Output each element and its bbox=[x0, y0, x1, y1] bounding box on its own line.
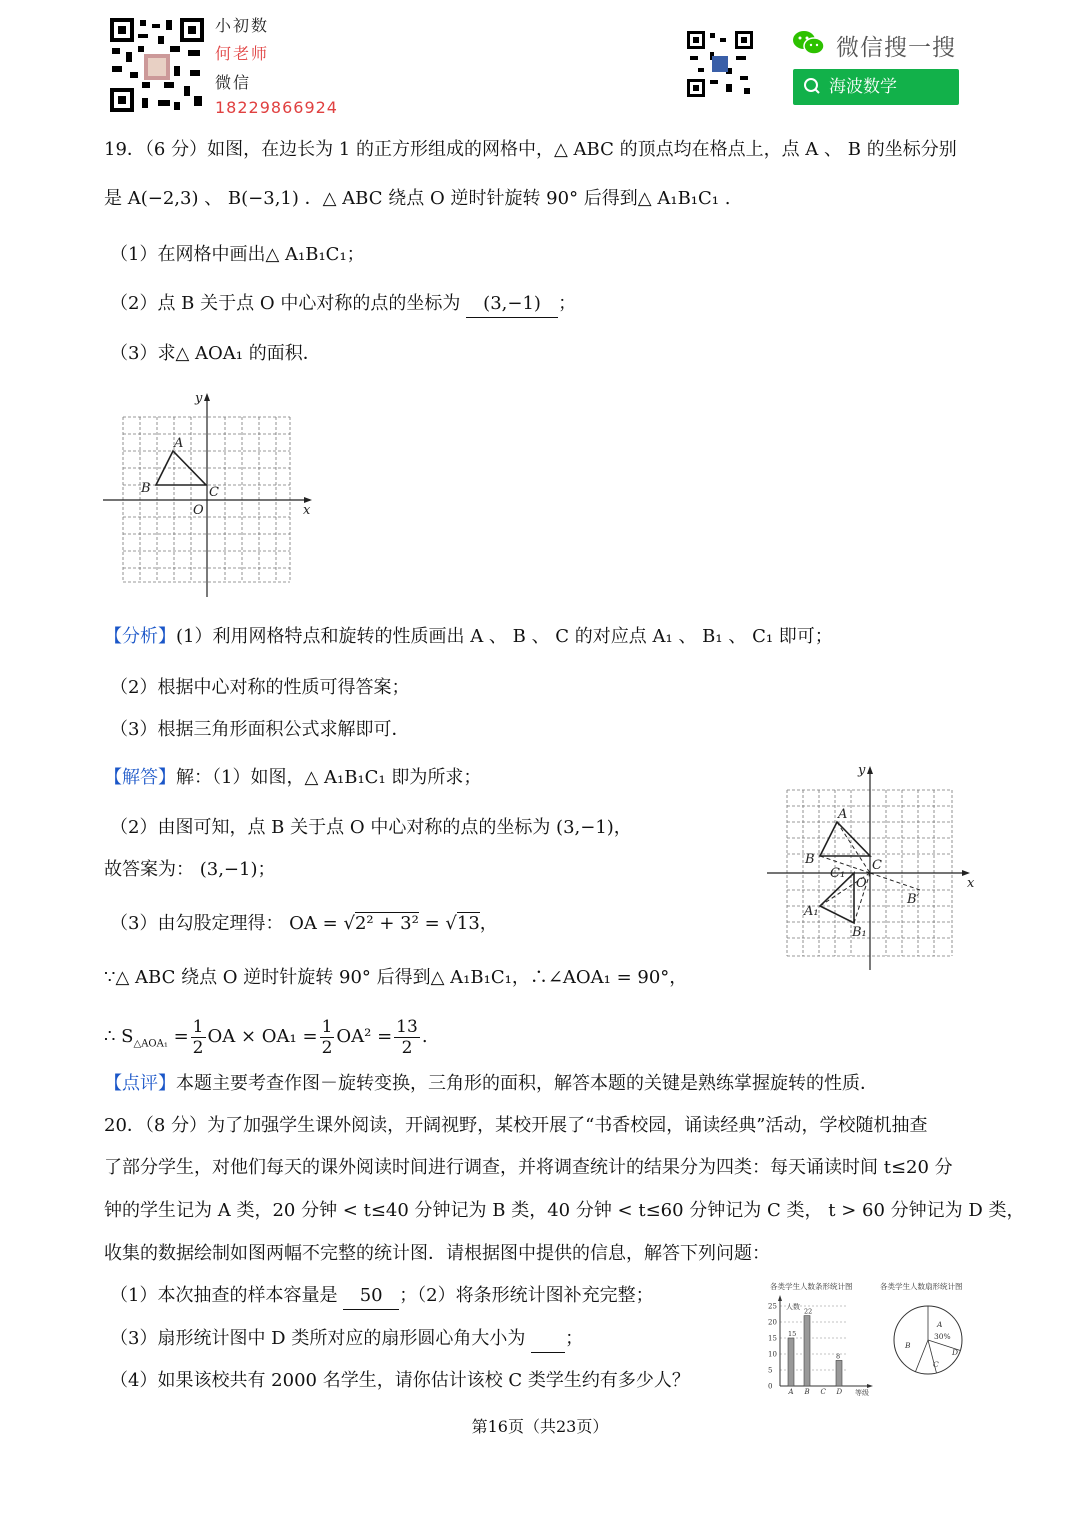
q20-part-1 bbox=[110, 1283, 654, 1310]
bar-y-tick-label: 20 bbox=[768, 1318, 777, 1327]
bar-D bbox=[836, 1360, 842, 1386]
solution-line-1 bbox=[104, 765, 481, 791]
page-footer: 第16页（共23页） bbox=[471, 1417, 609, 1436]
bar-x-tick-label: A bbox=[788, 1388, 794, 1396]
label-b1: B₁ bbox=[852, 925, 867, 940]
wechat-logo-icon bbox=[792, 28, 826, 62]
solution-line-4-end: ， bbox=[479, 913, 498, 934]
comment-line bbox=[104, 1071, 878, 1097]
label-y: y bbox=[858, 763, 866, 778]
q20-part-3 bbox=[110, 1326, 583, 1353]
bar-A bbox=[788, 1338, 794, 1386]
label-y: y bbox=[195, 391, 203, 406]
q20-line-3: 钟的学生记为 A 类，20 分钟 < t≤40 分钟记为 B 类，40 分钟 < t≤60 分钟记为 C 类， t > 60 分钟记为 D 类， bbox=[104, 1200, 1025, 1221]
analysis-line-1 bbox=[104, 624, 833, 650]
analysis-line-3: （3）根据三角形面积公式求解即可． bbox=[110, 719, 410, 740]
solution-line-4-mid: = bbox=[424, 913, 440, 934]
q19-part-2 bbox=[110, 291, 576, 318]
label-b-prime: B′ bbox=[907, 892, 920, 907]
bar-y-tick-label: 5 bbox=[768, 1366, 773, 1375]
q19-part-2-answer-blank: (3,−1) bbox=[466, 291, 558, 318]
wechat-search-title: 微信搜一搜 bbox=[836, 35, 956, 61]
label-b: B bbox=[141, 481, 151, 496]
analysis-tag: 【分析】 bbox=[104, 626, 176, 647]
qr-code-icon bbox=[108, 16, 206, 114]
analysis-text-1: (1）利用网格特点和旋转的性质画出 A 、 B 、 C 的对应点 A₁ 、 B₁ 、 C₁ 即可； bbox=[176, 626, 833, 647]
bar-chart-title: 各类学生人数条形统计图 bbox=[770, 1282, 853, 1291]
q20-part-3-text: （3）扇形统计图中 D 类所对应的扇形圆心角大小为 bbox=[110, 1328, 526, 1349]
sqrt-arg-1: 2² + 3² bbox=[354, 913, 419, 934]
wechat-search-box[interactable] bbox=[793, 69, 959, 105]
search-keyword: 海波数学 bbox=[829, 77, 897, 97]
bar-B bbox=[804, 1316, 810, 1386]
label-a: A bbox=[174, 436, 184, 451]
pie-chart bbox=[878, 1278, 983, 1388]
area-subscript: △AOA₁ bbox=[133, 1038, 168, 1050]
analysis-line-2: （2）根据中心对称的性质可得答案； bbox=[110, 677, 410, 698]
q20-part-1-answer-blank: 50 bbox=[343, 1283, 399, 1310]
solution-line-5: ∵△ ABC 绕点 O 逆时针旋转 90° 后得到△ A₁B₁C₁，∴∠AOA₁ = 90°， bbox=[104, 967, 688, 988]
bar-chart bbox=[760, 1278, 880, 1400]
comment-text: 本题主要考查作图－旋转变换，三角形的面积，解答本题的关键是熟练掌握旋转的性质． bbox=[176, 1073, 878, 1094]
solution-text-1: 解：（1）如图，△ A₁B₁C₁ 即为所求； bbox=[176, 767, 482, 788]
q19-line-2: 是 A(−2,3) 、 B(−3,1) ．△ ABC 绕点 O 逆时针旋转 90° 后得到△ A₁B₁C₁ . bbox=[104, 188, 731, 209]
solution-mid-1: OA × OA₁ = bbox=[207, 1026, 318, 1047]
area-symbol: ∴ S bbox=[104, 1026, 134, 1047]
q19-part-1: （1）在网格中画出△ A₁B₁C₁； bbox=[110, 244, 365, 265]
label-c: C bbox=[872, 858, 882, 873]
sqrt-sign-1: √ bbox=[343, 913, 355, 934]
fraction-3: $\frac{13}{2}$ bbox=[396, 1016, 418, 1058]
left-qr-code bbox=[108, 16, 206, 114]
solution-end: . bbox=[421, 1026, 428, 1047]
search-icon bbox=[803, 69, 821, 118]
bar-x-tick-label: B bbox=[804, 1388, 810, 1396]
q20-line-2: 了部分学生，对他们每天的课外阅读时间进行调查，并将调查统计的结果分为四类：每天诵读时间 t≤20 分 bbox=[104, 1157, 953, 1178]
label-c: C bbox=[209, 485, 219, 500]
sqrt-sign-2: √ bbox=[445, 913, 457, 934]
label-a1: A₁ bbox=[804, 904, 819, 919]
bar-x-tick-label: D bbox=[836, 1388, 843, 1396]
pie-label-b: B bbox=[905, 1341, 911, 1350]
teacher-phone: 18229866924 bbox=[215, 98, 338, 117]
solution-tag: 【解答】 bbox=[104, 767, 176, 788]
q19-line-1: 19．（6 分）如图，在边长为 1 的正方形组成的网格中，△ ABC 的顶点均在格点上，点 A 、 B 的坐标分别 bbox=[104, 139, 957, 160]
q20-part-3-end: ； bbox=[565, 1328, 584, 1349]
label-a: A bbox=[838, 807, 848, 822]
pie-label-d: D bbox=[952, 1348, 959, 1357]
label-c1: C₁ bbox=[830, 866, 846, 881]
q20-line-1: 20．（8 分）为了加强学生课外阅读，开阔视野，某校开展了“书香校园，诵读经典”活动，学校随机抽查 bbox=[104, 1115, 928, 1136]
bar-y-tick-label: 25 bbox=[768, 1302, 777, 1311]
q20-part-3-answer-blank bbox=[531, 1326, 565, 1353]
q20-part-4: （4）如果该校共有 2000 名学生，请你估计该校 C 类学生约有多少人？ bbox=[110, 1370, 690, 1391]
q19-part-2-text: （2）点 B 关于点 O 中心对称的点的坐标为 bbox=[110, 293, 461, 314]
solution-line-3: 故答案为： (3,−1)； bbox=[104, 859, 276, 880]
bar-data-label: 22 bbox=[804, 1307, 813, 1316]
pie-label-c: C bbox=[933, 1360, 939, 1369]
label-o: O bbox=[193, 503, 204, 518]
fraction-2: $\frac{1}{2}$ bbox=[321, 1016, 333, 1058]
fraction-1: $\frac{1}{2}$ bbox=[192, 1016, 204, 1058]
pie-label-a-pct: 30% bbox=[934, 1332, 951, 1341]
teacher-text-line-1: 小初数 bbox=[215, 16, 270, 35]
qr-code-icon bbox=[686, 30, 754, 98]
label-b: B bbox=[805, 852, 815, 867]
right-qr-code bbox=[686, 30, 754, 98]
q19-part-3: （3）求△ AOA₁ 的面积． bbox=[110, 343, 321, 364]
bar-x-tick-label: C bbox=[820, 1388, 826, 1396]
bar-y-tick-label: 0 bbox=[768, 1382, 773, 1391]
solution-grid-figure bbox=[762, 760, 984, 975]
teacher-text-line-2: 何老师 bbox=[215, 44, 270, 63]
bar-y-tick-label: 10 bbox=[768, 1350, 777, 1359]
solution-line-2: （2）由图可知，点 B 关于点 O 中心对称的点的坐标为 (3,−1)， bbox=[110, 817, 632, 838]
q20-part-1-text: （1）本次抽查的样本容量是 bbox=[110, 1285, 338, 1306]
triangle-abc bbox=[820, 822, 870, 856]
teacher-text-line-3: 微信 bbox=[215, 73, 252, 92]
solution-line-4-pre: （3）由勾股定理得： OA = bbox=[110, 913, 338, 934]
q19-part-2-end: ； bbox=[558, 293, 577, 314]
solution-mid-2: OA² = bbox=[336, 1026, 393, 1047]
solution-line-6: ∴ $S_{\triangle AOA_1}$ = $\frac{1}{2}$ OA × OA₁ = $\frac{1}{2}$ OA² = $\frac{13}{2}$ . bbox=[104, 1016, 428, 1058]
solution-line-4 bbox=[110, 911, 498, 937]
comment-tag: 【点评】 bbox=[104, 1073, 176, 1094]
pie-label-a: A bbox=[937, 1320, 943, 1329]
bar-data-label: 8 bbox=[836, 1352, 841, 1361]
bar-data-label: 15 bbox=[788, 1330, 797, 1338]
q20-part-1-end: ；（2）将条形统计图补充完整； bbox=[399, 1285, 654, 1306]
label-x: x bbox=[967, 876, 975, 891]
q19-grid-figure bbox=[100, 390, 320, 600]
label-o: O bbox=[856, 876, 867, 891]
sqrt-arg-2: 13 bbox=[456, 913, 480, 934]
q20-line-4: 收集的数据绘制如图两幅不完整的统计图．请根据图中提供的信息，解答下列问题： bbox=[104, 1243, 770, 1264]
bar-chart-xlabel: 等级 bbox=[855, 1389, 869, 1397]
bar-y-tick-label: 15 bbox=[768, 1334, 777, 1343]
bar-chart-ylabel: 人数 bbox=[786, 1303, 800, 1311]
pie-chart-title: 各类学生人数扇形统计图 bbox=[880, 1282, 963, 1291]
label-x: x bbox=[303, 503, 311, 518]
